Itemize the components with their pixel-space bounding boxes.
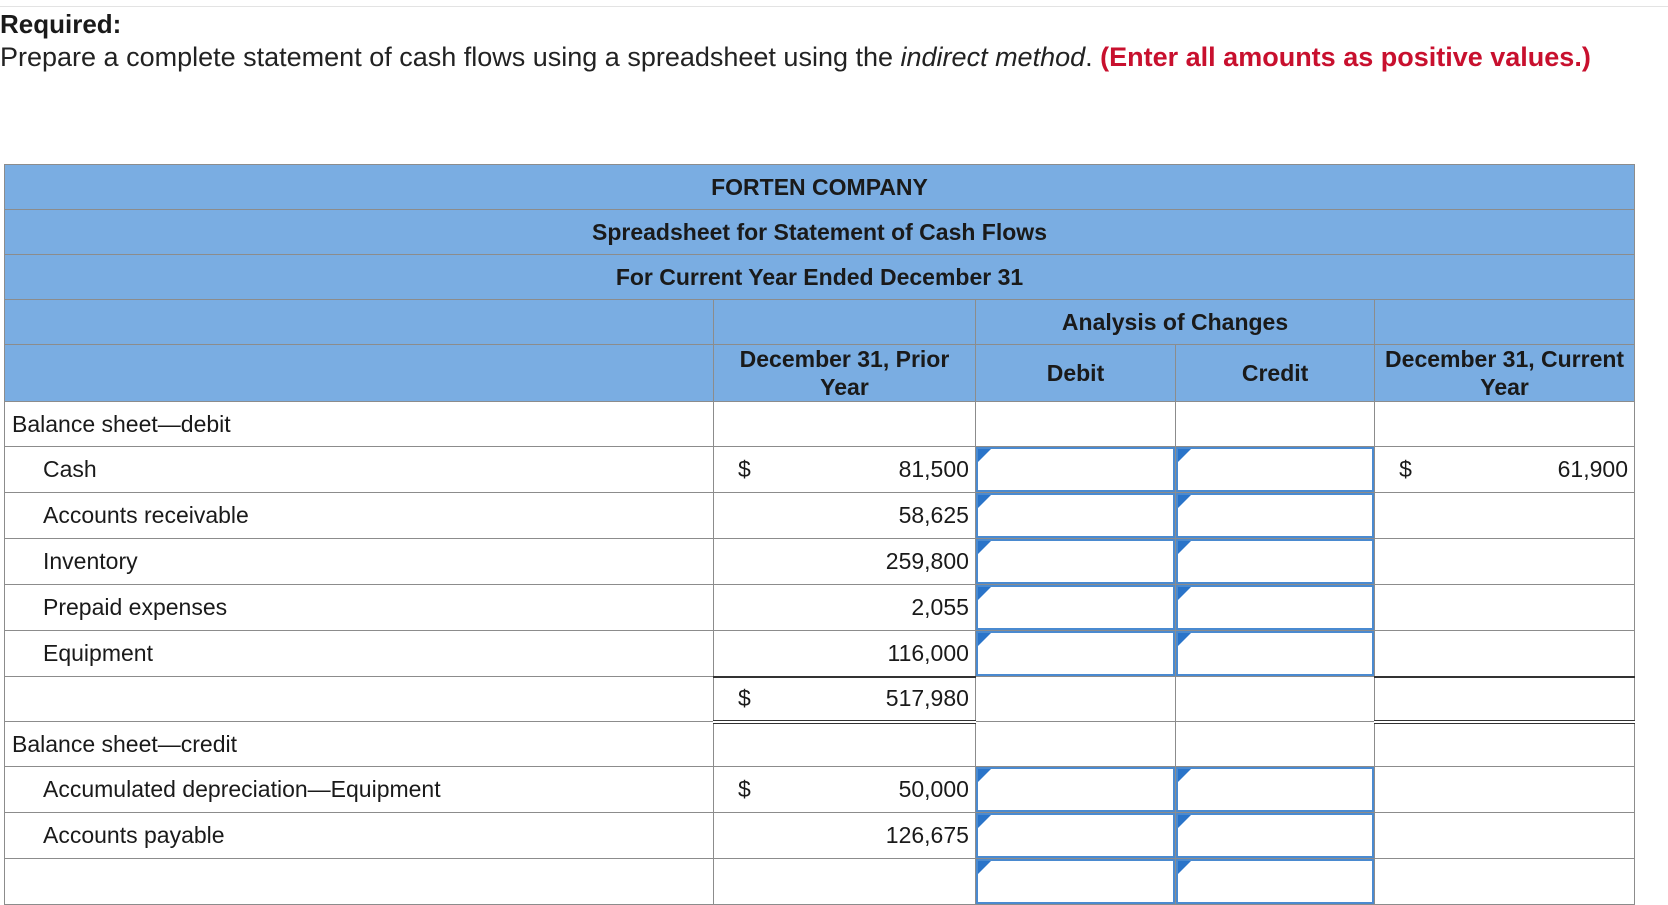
header-blank-cell: [5, 300, 714, 345]
empty-cell: [1375, 859, 1635, 905]
credit-input-cell: [1176, 767, 1375, 813]
prior-amount-cell: [714, 631, 976, 677]
dropdown-marker-icon[interactable]: [978, 495, 991, 508]
dropdown-marker-icon[interactable]: [1178, 815, 1191, 828]
row-label: Accounts payable: [5, 813, 714, 859]
row-accounts-receivable: [5, 493, 1635, 539]
header-company-row: [5, 165, 1635, 210]
prompt-note: (Enter all amounts as positive values.): [1100, 42, 1591, 72]
dollar-sign: $: [738, 456, 751, 482]
empty-cell: [975, 722, 1175, 767]
debit-header: Debit: [975, 345, 1175, 402]
empty-cell: [1176, 677, 1375, 722]
debit-input-cell: [975, 493, 1175, 539]
dollar-sign: $: [1399, 456, 1412, 482]
credit-input-accounts-receivable[interactable]: [1178, 495, 1372, 536]
dropdown-marker-icon[interactable]: [1178, 769, 1191, 782]
prior-amount-cell: [714, 767, 976, 813]
prior-amount-cell: [714, 813, 976, 859]
credit-input-accounts-payable[interactable]: [1178, 815, 1372, 856]
empty-cell: [1176, 722, 1375, 767]
credit-input-cash[interactable]: [1178, 449, 1372, 490]
dropdown-marker-icon[interactable]: [978, 815, 991, 828]
prior-amount: 116,000: [887, 639, 969, 666]
prior-total: 517,980: [885, 685, 969, 711]
prior-total-cell: [714, 677, 976, 722]
current-amount-cell: [1375, 585, 1635, 631]
header-columns-row: [5, 345, 1635, 402]
header-blank-cell: [5, 345, 714, 402]
row-inventory: [5, 539, 1635, 585]
dropdown-marker-icon[interactable]: [1178, 587, 1191, 600]
empty-cell: [714, 402, 976, 447]
dropdown-marker-icon[interactable]: [978, 633, 991, 646]
prior-amount-cell: [714, 585, 976, 631]
dropdown-marker-icon[interactable]: [1178, 633, 1191, 646]
section-label-credit: Balance sheet—credit: [5, 722, 714, 767]
empty-cell: [1375, 722, 1635, 767]
cash-flow-spreadsheet: [4, 164, 1635, 905]
debit-input-prepaid-expenses[interactable]: [978, 587, 1173, 628]
period-title: For Current Year Ended December 31: [5, 255, 1635, 300]
section-label-debit: Balance sheet—debit: [5, 402, 714, 447]
row-label: Cash: [5, 447, 714, 493]
current-amount-cell: [1375, 447, 1635, 493]
empty-cell: [5, 859, 714, 905]
debit-input-next[interactable]: [978, 861, 1173, 902]
prompt-end: .: [1085, 42, 1101, 72]
row-label: Inventory: [5, 539, 714, 585]
debit-input-cell: [975, 767, 1175, 813]
row-label: Accumulated depreciation—Equipment: [5, 767, 714, 813]
current-amount-cell: [1375, 493, 1635, 539]
header-blank-cell: [714, 300, 976, 345]
credit-input-next[interactable]: [1178, 861, 1372, 902]
credit-input-inventory[interactable]: [1178, 541, 1372, 582]
empty-cell: [1375, 402, 1635, 447]
prior-amount: 58,625: [898, 502, 969, 528]
prior-year-header: December 31, Prior Year: [714, 345, 976, 402]
credit-input-accumulated-depreciation[interactable]: [1178, 769, 1372, 810]
debit-input-accounts-receivable[interactable]: [978, 495, 1173, 536]
dropdown-marker-icon[interactable]: [1178, 495, 1191, 508]
prior-amount-cell: [714, 493, 976, 539]
credit-input-cell: [1176, 539, 1375, 585]
dropdown-marker-icon[interactable]: [978, 541, 991, 554]
row-debit-total: [5, 677, 1635, 722]
analysis-of-changes-header: Analysis of Changes: [975, 300, 1374, 345]
header-blank-cell: [1375, 300, 1635, 345]
section-row-debit: [5, 402, 1635, 447]
required-label: Required:: [0, 9, 122, 39]
prior-amount: 2,055: [911, 594, 969, 620]
debit-input-cell: [975, 447, 1175, 493]
current-amount-cell: [1375, 539, 1635, 585]
empty-cell: [975, 677, 1175, 722]
prior-amount: 50,000: [898, 776, 969, 802]
header-title-row: [5, 210, 1635, 255]
debit-input-accounts-payable[interactable]: [978, 815, 1173, 856]
dropdown-marker-icon[interactable]: [1178, 541, 1191, 554]
credit-input-prepaid-expenses[interactable]: [1178, 587, 1372, 628]
prior-amount-cell: [714, 539, 976, 585]
credit-header: Credit: [1176, 345, 1375, 402]
debit-input-equipment[interactable]: [978, 633, 1173, 674]
empty-cell: [714, 722, 976, 767]
debit-input-cell: [975, 539, 1175, 585]
credit-input-cell: [1176, 631, 1375, 677]
current-year-header: December 31, Current Year: [1375, 345, 1635, 402]
prior-amount: 81,500: [898, 456, 969, 482]
dropdown-marker-icon[interactable]: [978, 769, 991, 782]
credit-input-cell: [1176, 447, 1375, 493]
debit-input-accumulated-depreciation[interactable]: [978, 769, 1173, 810]
prior-amount: 259,800: [885, 548, 969, 574]
debit-input-cell: [975, 813, 1175, 859]
top-divider: [0, 6, 1668, 7]
dollar-sign: $: [738, 776, 751, 802]
prior-amount: 126,675: [885, 822, 969, 848]
prior-amount-cell: [714, 447, 976, 493]
prompt-method: indirect method: [900, 42, 1086, 72]
empty-cell: [714, 859, 976, 905]
instruction-text: [0, 40, 1620, 74]
current-total-cell: [1375, 677, 1635, 722]
credit-input-cell: [1176, 493, 1375, 539]
debit-input-cell: [975, 859, 1175, 905]
prompt-text: Prepare a complete statement of cash flows using a spreadsheet using the: [0, 42, 901, 72]
row-next-partial: [5, 859, 1635, 905]
empty-cell: [5, 677, 714, 722]
credit-input-equipment[interactable]: [1178, 633, 1372, 674]
current-amount-cell: [1375, 631, 1635, 677]
row-accumulated-depreciation: [5, 767, 1635, 813]
dropdown-marker-icon[interactable]: [978, 449, 991, 462]
empty-cell: [975, 402, 1175, 447]
debit-input-cash[interactable]: [978, 449, 1173, 490]
row-prepaid-expenses: [5, 585, 1635, 631]
header-period-row: [5, 255, 1635, 300]
row-label: Accounts receivable: [5, 493, 714, 539]
current-amount-cell: [1375, 767, 1635, 813]
header-analysis-row: [5, 300, 1635, 345]
current-amount: 61,900: [1557, 456, 1628, 482]
current-amount-cell: [1375, 813, 1635, 859]
row-label: Equipment: [5, 631, 714, 677]
dropdown-marker-icon[interactable]: [1178, 449, 1191, 462]
row-label: Prepaid expenses: [5, 585, 714, 631]
credit-input-cell: [1176, 859, 1375, 905]
debit-input-inventory[interactable]: [978, 541, 1173, 582]
section-row-credit: [5, 722, 1635, 767]
debit-input-cell: [975, 631, 1175, 677]
dropdown-marker-icon[interactable]: [978, 587, 991, 600]
credit-input-cell: [1176, 585, 1375, 631]
credit-input-cell: [1176, 813, 1375, 859]
spreadsheet-title: Spreadsheet for Statement of Cash Flows: [5, 210, 1635, 255]
row-cash: [5, 447, 1635, 493]
dropdown-marker-icon[interactable]: [1178, 861, 1191, 874]
empty-cell: [1176, 402, 1375, 447]
row-accounts-payable: [5, 813, 1635, 859]
row-equipment: [5, 631, 1635, 677]
dollar-sign: $: [738, 685, 751, 711]
dropdown-marker-icon[interactable]: [978, 861, 991, 874]
company-name: FORTEN COMPANY: [5, 165, 1635, 210]
debit-input-cell: [975, 585, 1175, 631]
